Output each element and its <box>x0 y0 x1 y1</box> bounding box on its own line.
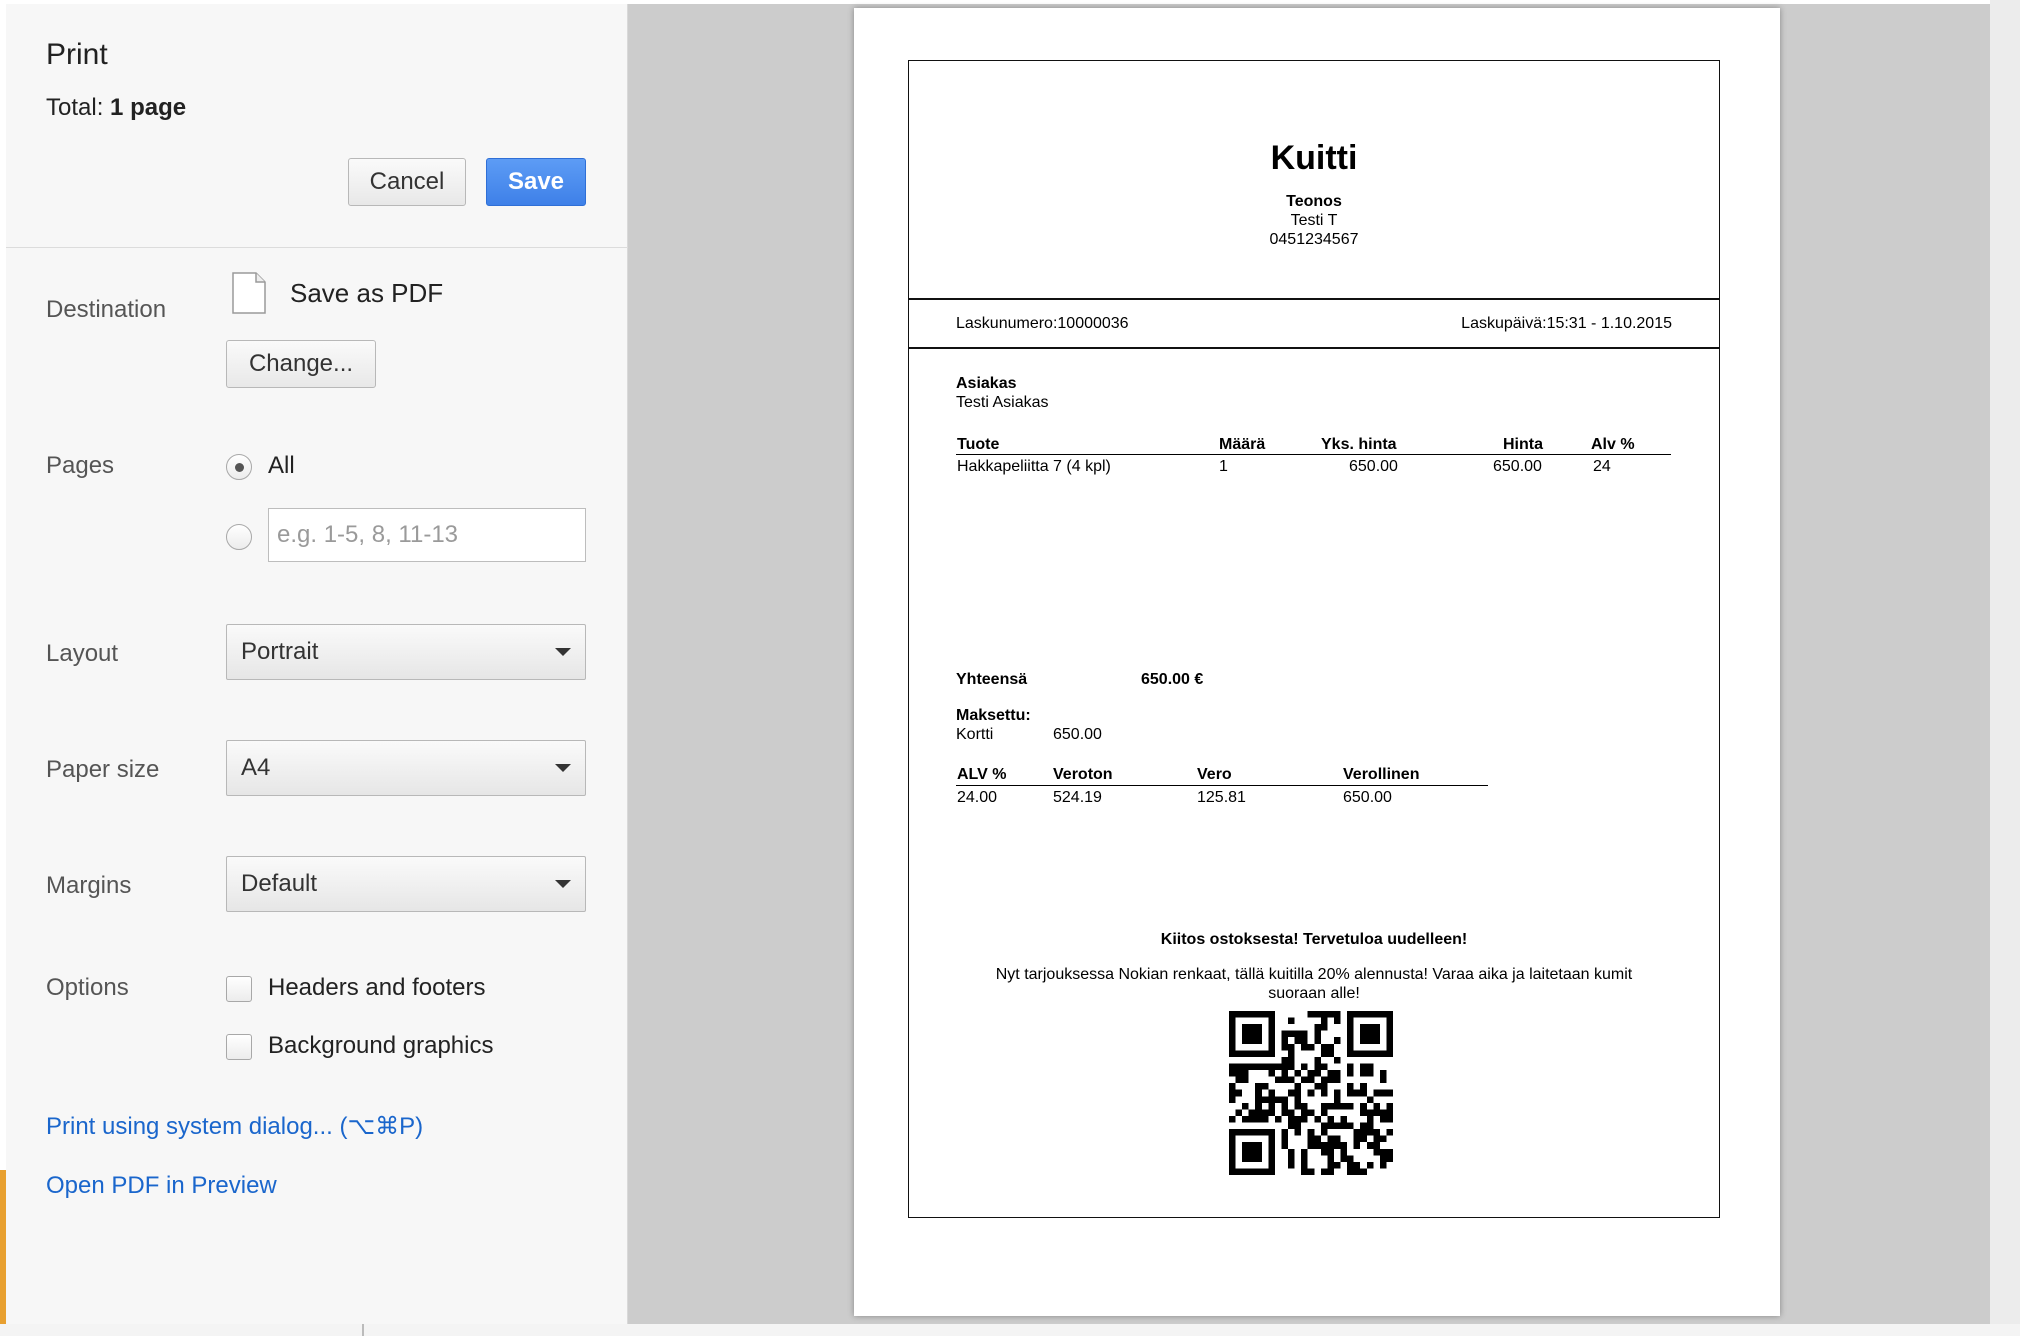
system-dialog-link[interactable]: Print using system dialog... (⌥⌘P) <box>46 1113 424 1140</box>
options-label: Options <box>46 974 129 1001</box>
items-header-qty: Määrä <box>1219 436 1266 453</box>
customer-name: Testi Asiakas <box>956 394 1049 411</box>
page-total-label: Total: <box>46 94 104 121</box>
invoice-date: Laskupäivä:15:31 - 1.10.2015 <box>1461 315 1672 332</box>
tax-tax: 125.81 <box>1197 789 1246 806</box>
tax-header-tax: Vero <box>1197 766 1232 783</box>
chevron-down-icon <box>555 648 571 656</box>
tax-header-rule <box>956 785 1488 786</box>
paid-amount: 650.00 <box>1053 726 1102 743</box>
receipt-divider <box>909 298 1719 300</box>
total-value: 650.00 € <box>1141 671 1204 688</box>
tax-header-gross: Verollinen <box>1343 766 1420 783</box>
background-graphics-label: Background graphics <box>268 1032 494 1059</box>
item-product: Hakkapeliitta 7 (4 kpl) <box>957 458 1111 475</box>
paper-size-label: Paper size <box>46 756 160 783</box>
paper-size-select[interactable] <box>226 740 586 796</box>
receipt-frame <box>908 60 1720 1218</box>
layout-select[interactable] <box>226 624 586 680</box>
background-graphics-checkbox[interactable] <box>226 1034 252 1060</box>
paid-method: Kortti <box>956 726 994 743</box>
promo-line-1: Nyt tarjouksessa Nokian renkaat, tällä kuitilla 20% alennusta! Varaa aika ja laitetaan kumit <box>995 966 1633 983</box>
receipt-divider <box>909 347 1719 349</box>
receipt-phone: 0451234567 <box>1269 231 1359 248</box>
pdf-document-icon <box>232 272 266 314</box>
receipt-seller: Testi T <box>1290 212 1338 229</box>
background-window-bottom <box>0 1324 2020 1336</box>
receipt-company: Teonos <box>1286 193 1342 210</box>
cancel-button[interactable]: Cancel <box>348 158 466 206</box>
customer-label: Asiakas <box>956 375 1017 392</box>
pages-range-input[interactable] <box>268 508 586 562</box>
tax-header-net: Veroton <box>1053 766 1113 783</box>
tax-header-vat: ALV % <box>957 766 1007 783</box>
items-header-product: Tuote <box>957 436 1000 453</box>
headers-footers-label: Headers and footers <box>268 974 486 1001</box>
open-pdf-preview-link[interactable]: Open PDF in Preview <box>46 1172 277 1199</box>
paper-size-value: A4 <box>241 754 271 781</box>
pages-range-radio[interactable] <box>226 524 252 550</box>
print-header <box>6 4 628 248</box>
destination-name: Save as PDF <box>290 278 444 308</box>
margins-select[interactable] <box>226 856 586 912</box>
change-destination-button[interactable]: Change... <box>226 340 376 388</box>
background-window-edge <box>1990 0 2020 1336</box>
chevron-down-icon <box>555 764 571 772</box>
page-total <box>46 94 186 122</box>
item-price: 650.00 <box>1493 458 1542 475</box>
qr-code-icon <box>1229 1011 1393 1175</box>
item-vat: 24 <box>1593 458 1611 475</box>
items-header-price: Hinta <box>1503 436 1543 453</box>
receipt-title: Kuitti <box>1270 139 1358 177</box>
items-header-rule <box>956 454 1671 455</box>
thanks-message: Kiitos ostoksesta! Tervetuloa uudelleen! <box>1160 931 1468 948</box>
item-unit-price: 650.00 <box>1349 458 1398 475</box>
margins-value: Default <box>241 870 318 897</box>
layout-value: Portrait <box>241 638 319 665</box>
headers-footers-checkbox[interactable] <box>226 976 252 1002</box>
background-divider <box>362 1324 364 1336</box>
items-header-vat: Alv % <box>1591 436 1635 453</box>
items-header-unit-price: Yks. hinta <box>1321 436 1397 453</box>
page-total-value: 1 page <box>110 94 187 121</box>
item-qty: 1 <box>1219 458 1228 475</box>
pages-all-radio[interactable] <box>226 454 252 480</box>
chevron-down-icon <box>555 880 571 888</box>
tax-gross: 650.00 <box>1343 789 1392 806</box>
dialog-title: Print <box>46 38 108 71</box>
save-button[interactable]: Save <box>486 158 586 206</box>
tax-net: 524.19 <box>1053 789 1102 806</box>
preview-page <box>854 8 1780 1316</box>
promo-line-2: suoraan alle! <box>1268 985 1360 1002</box>
layout-label: Layout <box>46 640 119 667</box>
print-settings-sidebar <box>6 4 628 1324</box>
pages-all-label: All <box>268 452 295 479</box>
destination-label: Destination <box>46 296 167 323</box>
tax-vat: 24.00 <box>957 789 998 806</box>
margins-label: Margins <box>46 872 132 899</box>
invoice-number: Laskunumero:10000036 <box>956 315 1129 332</box>
paid-label: Maksettu: <box>956 707 1031 724</box>
total-label: Yhteensä <box>956 671 1028 688</box>
pages-label: Pages <box>46 452 115 479</box>
